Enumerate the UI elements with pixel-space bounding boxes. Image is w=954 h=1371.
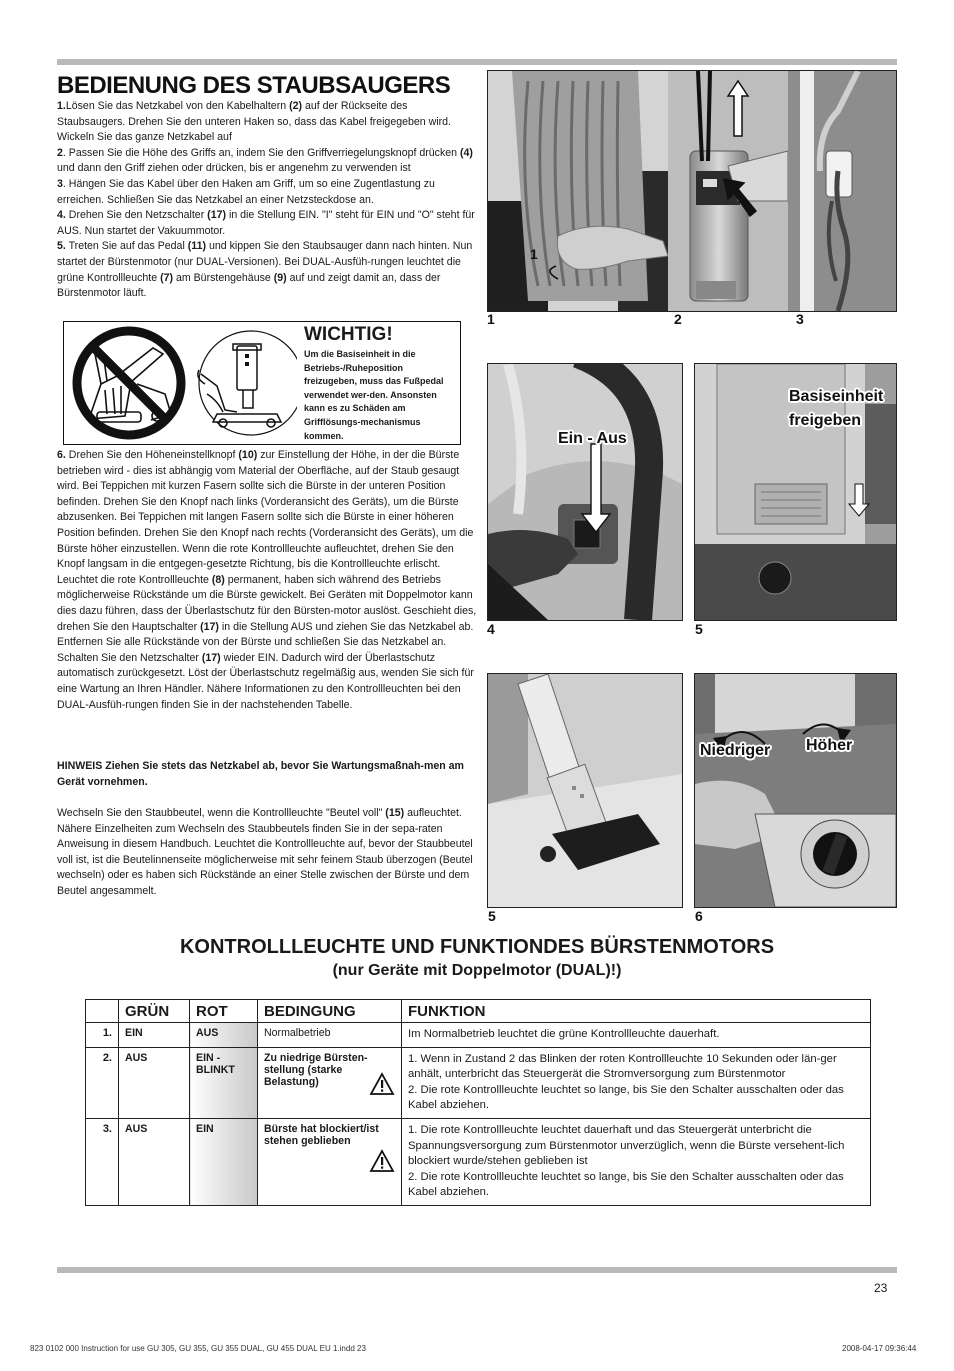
table-header-row [86,1000,871,1023]
step-paragraph: 3. Hängen Sie das Kabel über den Haken am Griff, um so eine Zugentlastung zu erreichen. Schließen Sie das Netzkabel an einer Netzsteckdose an. [57,177,435,206]
bag-block [57,806,477,900]
step-number: 5. [57,240,66,253]
step-number: 3 [57,177,63,190]
footer-file: 823 0102 000 Instruction for use GU 305, GU 355, GU 355 DUAL, GU 455 DUAL EU 1.indd 23 [30,1344,366,1353]
label-basiseinheit: Basiseinheit [789,388,884,405]
cell-rot: AUS [190,1023,258,1048]
table-header: GRÜN [119,1000,190,1023]
top-rule [57,59,897,65]
warning-title: WICHTIG! [304,324,393,345]
cell-bedingung [258,1047,402,1118]
bottom-rule [57,1267,897,1273]
step-paragraph: 1.Lösen Sie das Netzkabel von den Kabelhaltern (2) auf der Rückseite des Staubsaugers. Drehen Sie den unteren Haken so, dass das Kabel freigegeben wird. Wickeln Sie das ganze Netzkabel auf [57,100,451,144]
part-reference: (17) [207,209,227,222]
figure-number: 1 [530,246,538,262]
table-row [86,1118,871,1205]
warning-box [63,321,461,445]
cell-rot: EIN - BLINKT [190,1047,258,1118]
step-paragraph: 4. Drehen Sie den Netzschalter (17) in die Stellung EIN. "I" steht für EIN und "O" steht für AUS. Nun startet der Vakuummotor. [57,209,475,237]
table-row [86,1047,871,1118]
cell-funktion: 1. Die rote Kontrollleuchte leuchtet dauerhaft und das Steuergerät unterbricht die Spannungsversorgung zum Bürstenmotor unverzüglich, wenn die Bürste versehent-lich blockiert wurde/stehen geblieben ist 2. Die rote Kontrollleuchte leuchtet so lange, bis Sie den Schalter ausschalten oder das Kabel abziehen. [402,1118,871,1205]
condition-text: Zu niedrige Bürsten-stellung (starke Belastung) [264,1051,368,1088]
figure-number: 1 [487,311,495,327]
step-paragraph: 2. Passen Sie die Höhe des Griffs an, indem Sie den Griffverriegelungsknopf drücken (4) und dann den Griff ziehen oder drücken, bis er angenehm zu verwenden ist [57,146,473,175]
step6-block [57,448,479,713]
section-subtitle: (nur Geräte mit Doppelmotor (DUAL)!) [332,962,622,979]
table-header: ROT [190,1000,258,1023]
part-reference: (9) [273,271,287,284]
warning-triangle-icon [369,1072,395,1099]
step-number: 6. [57,449,66,461]
step-paragraph: 5. Treten Sie auf das Pedal (11) und kippen Sie den Staubsauger dann nach hinten. Nun startet der Bürstenmotor (nur DUAL-Versionen). Bei DUAL-Ausfüh-rungen leuchtet die grüne Kontrollleuchte (7) am Bürstengehäuse (9) auf und zeigt damit an, dass der Bürstenmotor läuft. [57,240,473,300]
figure-number: 3 [796,311,804,327]
row-number: 2. [86,1047,119,1118]
no-lift-handle-icon [67,324,297,442]
part-reference: (10) [238,449,258,461]
part-reference: (15) [385,807,405,819]
hinweis-text: HINWEIS Ziehen Sie stets das Netzkabel ab, bevor Sie Wartungsmaßnah-men am Gerät vornehmen. [57,760,464,788]
part-reference: (17) [201,651,221,664]
cell-bedingung [258,1118,402,1205]
cell-funktion: Im Normalbetrieb leuchtet die grüne Kontrollleuchte dauerhaft. [402,1023,871,1048]
page-number: 23 [874,1281,888,1295]
bag-paragraph: Wechseln Sie den Staubbeutel, wenn die Kontrollleuchte "Beutel voll" (15) aufleuchtet. [57,807,462,819]
footer-date: 2008-04-17 09:36:44 [842,1344,917,1353]
photo-power-switch [487,363,683,621]
hinweis-note [57,759,477,790]
condition-text: Normalbetrieb [264,1027,331,1039]
section-title: KONTROLLLEUCHTE UND FUNKTIONDES BÜRSTENMOTORS [179,936,775,958]
table-header: FUNKTION [402,1000,871,1023]
warning-triangle-icon [369,1149,395,1176]
figure-number: 4 [487,621,495,637]
cell-bedingung [258,1023,402,1048]
steps-block [57,99,477,302]
step-number: 2 [57,146,63,159]
cell-rot: EIN [190,1118,258,1205]
cell-gruen: AUS [119,1118,190,1205]
part-reference: (2) [289,100,303,112]
part-reference: (17) [200,620,219,633]
table-header: BEDINGUNG [258,1000,402,1023]
part-reference: (7) [160,271,174,284]
step-number: 1. [57,100,66,112]
row-number: 3. [86,1118,119,1205]
part-reference: (4) [460,146,473,159]
table-header [86,1000,119,1023]
photo-cord-release [487,70,897,312]
cell-gruen: AUS [119,1047,190,1118]
step-paragraph: 6. Drehen Sie den Höheneinstellknopf (10) zur Einstellung der Höhe, in der die Bürste betrieben wird - dies ist abhängig vom Material der Oberfläche, auf der Staub gesaugt wird. Bei Teppichen mit kurzen Fasern sollte sich die Bürste in der unteren Position befinden. Drehen Sie den Knopf nach links (Vorderansicht des Geräts), um die Bürste abzusenken. Bei Teppichen mit langen Fasern sollte sich die Bürste in einer höheren Position befinden. Drehen Sie den Knopf nach rechts (Vorderansicht des Geräts), um die Bürste höher einzustellen. Wenn die rote Kontrollleuchte aufleuchtet, drehen Sie den Knopf langsam in die entgegen-gesetzte Richtung, bis die Kontrollleuchte erlischt. [57,449,474,571]
part-reference: (8) [211,573,225,586]
figure-number: 5 [695,621,703,637]
cell-gruen: EIN [119,1023,190,1048]
part-reference: (11) [187,240,207,253]
figure-number: 2 [674,311,682,327]
photo-vacuum-tilted [487,673,683,908]
label-freigeben: freigeben [789,412,862,429]
row-number: 1. [86,1023,119,1048]
bag-paragraph: Nähere Einzelheiten zum Wechseln des Staubbeutels finden Sie in der sepa-raten Anweisung in diesem Handbuch. Leuchtet die Kontrollleuchte auf, bevor der Staubbeutel voll ist, ist die Beutelinnenseite möglicherweise mit sehr feinem Staub überzogen (Beutel wechseln) oder es haben sich Rückstände an einer Stelle zwischen der Bürste und dem Beutel angesammelt. [57,822,473,897]
figure-number: 5 [488,908,496,924]
warning-text: Um die Basiseinheit in die Betriebs-/Ruheposition freizugeben, muss das Fußpedal verwendet wer-den. Ansonsten kann es zu Schäden am Grifflösungs-mechanismus kommen. [304,349,444,441]
figure-number: 6 [695,908,703,924]
page-title: BEDIENUNG DES STAUBSAUGERS [57,72,451,99]
label-ein-aus: Ein - Aus [558,430,627,447]
cell-funktion: 1. Wenn in Zustand 2 das Blinken der roten Kontrollleuchte 10 Sekunden oder län-ger anhält, unterbricht das Steuergerät die Stromversorgung zum Bürstenmotor 2. Die rote Kontrollleuchte leuchtet so lange, bis Sie den Schalter ausschalten oder das Kabel abziehen. [402,1047,871,1118]
label-niedriger: Niedriger [700,742,771,759]
step-number: 4. [57,209,66,222]
label-hoeher: Höher [806,737,853,754]
photo-height-knob [694,673,897,908]
condition-text: Bürste hat blockiert/ist stehen geblieben [264,1122,379,1147]
red-light-paragraph: Leuchtet die rote Kontrollleuchte (8) permanent, haben sich während des Betriebs möglicherweise Rückstände um die Bürste gewickelt. Bei Geräten mit Doppelmotor kann dies dazu führen, dass der Überlastschutz für den Bürsten-motor auslöst. Geschieht dies, drehen Sie den Hauptschalter (17) in die Stellung AUS und ziehen Sie das Netzkabel ab. Entfernen Sie alle Rückstände von der Bürste und schließen Sie das Netzkabel an. Schalten Sie den Netzschalter (17) wieder EIN. Dadurch wird der Überlastschutz automatisch zurückgesetzt. Löst der Überlastschutz regelmäßig aus, wenden Sie sich für eine Wartung an Ihren Händler. Nähere Informationen zu den Kontrollleuchten bei den DUAL-Ausfüh-rungen finden Sie in der nachstehenden Tabelle. [57,573,477,711]
control-light-table [85,999,871,1206]
table-row [86,1023,871,1048]
